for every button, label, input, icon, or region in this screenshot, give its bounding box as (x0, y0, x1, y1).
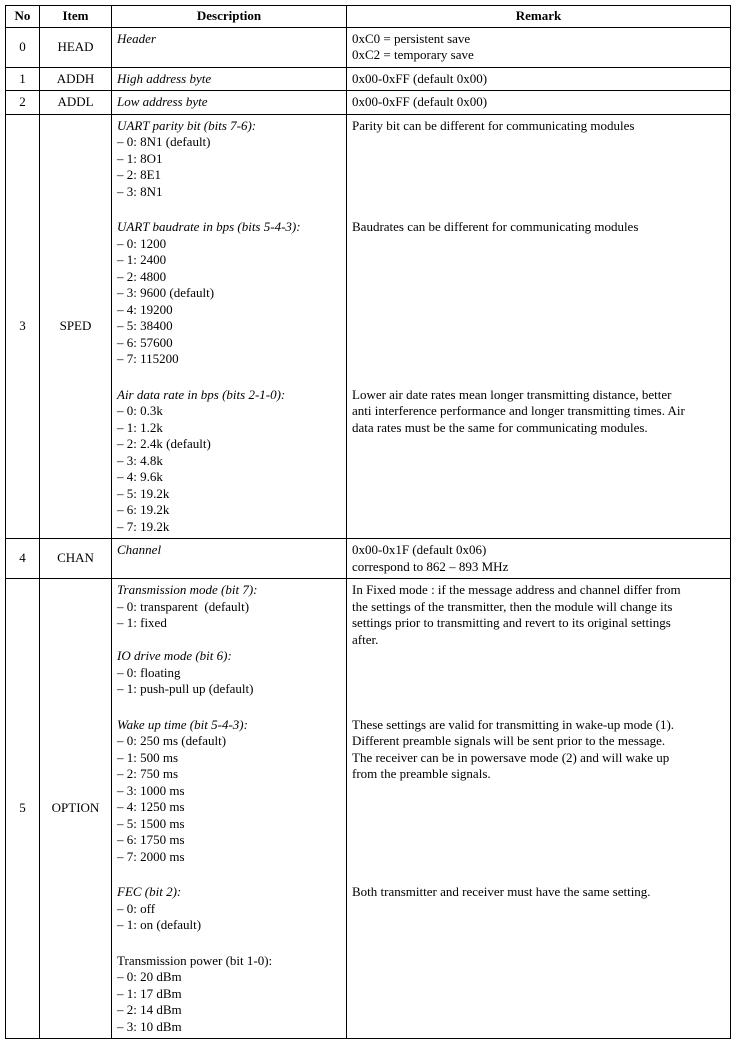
row-number: 5 (6, 579, 40, 1039)
description-option: – 1: 500 ms (117, 749, 179, 765)
description-option: – 1: 8O1 (117, 150, 163, 166)
description-option: – 5: 1500 ms (117, 815, 185, 831)
description-title: Air data rate in bps (bits 2-1-0): (117, 386, 286, 402)
row-item: ADDH (40, 67, 112, 91)
remark-cell (347, 27, 731, 67)
description-title: Header (117, 30, 156, 46)
description-option: – 2: 750 ms (117, 766, 179, 781)
header-remark: Remark (347, 6, 731, 28)
description-title: UART parity bit (bits 7-6): (117, 117, 257, 133)
remark-line: Lower air date rates mean longer transmitting distance, better (352, 386, 672, 402)
description-option: – 6: 19.2k (117, 502, 170, 517)
description-cell (112, 67, 347, 91)
description-option: – 4: 1250 ms (117, 799, 185, 814)
remark-cell (347, 579, 731, 714)
description-option: – 1: 2400 (117, 252, 167, 267)
description-option: – 2: 4800 (117, 268, 167, 284)
table-body (6, 27, 731, 1039)
table-row (6, 950, 731, 1039)
remark-line: 0x00-0x1F (default 0x06) (352, 542, 487, 557)
description-option: IO drive mode (bit 6): (117, 648, 232, 663)
description-cell (112, 384, 347, 539)
description-title: FEC (bit 2): (117, 884, 182, 899)
description-option: – 3: 1000 ms (117, 782, 185, 798)
remark-line: the settings of the transmitter, then the module will change its (352, 598, 673, 614)
remark-line: Different preamble signals will be sent prior to the message. (352, 733, 666, 748)
header-no: No (6, 6, 40, 28)
row-item: ADDL (40, 91, 112, 115)
description-option: – 7: 115200 (117, 351, 179, 366)
row-number: 4 (6, 539, 40, 579)
remark-cell (347, 114, 731, 216)
remark-line: correspond to 862 – 893 MHz (352, 558, 509, 574)
description-option: – 5: 38400 (117, 318, 173, 333)
description-option: – 2: 2.4k (default) (117, 436, 211, 451)
row-item: OPTION (40, 579, 112, 1039)
description-option: – 6: 57600 (117, 334, 173, 350)
description-option: – 0: 8N1 (default) (117, 134, 211, 149)
description-cell (112, 216, 347, 384)
remark-line: 0xC0 = persistent save (352, 30, 471, 46)
remark-cell (347, 384, 731, 539)
remark-line: from the preamble signals. (352, 766, 491, 781)
description-option: – 0: 20 dBm (117, 969, 182, 984)
remark-cell (347, 881, 731, 950)
table-row (6, 216, 731, 384)
remark-line: Both transmitter and receiver must have the same setting. (352, 884, 651, 899)
description-cell (112, 950, 347, 1039)
remark-line: Parity bit can be different for communicating modules (352, 117, 635, 133)
description-cell (112, 714, 347, 882)
description-option: – 5: 19.2k (117, 485, 170, 501)
remark-line: 0x00-0xFF (default 0x00) (352, 94, 488, 109)
description-title: High address byte (117, 70, 212, 86)
description-option: – 3: 8N1 (117, 183, 163, 199)
remark-cell (347, 216, 731, 384)
description-option: – 1: 17 dBm (117, 985, 182, 1001)
description-title: Low address byte (117, 94, 208, 109)
description-option: – 0: 1200 (117, 235, 167, 251)
row-number: 2 (6, 91, 40, 115)
description-title: Transmission mode (bit 7): (117, 582, 258, 597)
remark-line: In Fixed mode : if the message address and channel differ from (352, 582, 681, 597)
row-number: 3 (6, 114, 40, 539)
remark-cell (347, 950, 731, 1039)
description-option: – 2: 8E1 (117, 167, 162, 182)
description-option: – 0: 0.3k (117, 403, 163, 418)
remark-cell (347, 714, 731, 882)
description-option: – 7: 2000 ms (117, 848, 185, 864)
table-row (6, 114, 731, 216)
description-cell (112, 114, 347, 216)
description-option: – 1: fixed (117, 615, 167, 630)
description-cell (112, 91, 347, 115)
table-row (6, 384, 731, 539)
remark-line: 0x00-0xFF (default 0x00) (352, 70, 488, 86)
register-table (5, 5, 731, 1039)
remark-line: data rates must be the same for communicating modules. (352, 419, 648, 435)
remark-line: anti interference performance and longer transmitting times. Air (352, 403, 685, 418)
table-row (6, 91, 731, 115)
remark-line: after. (352, 631, 379, 647)
table-row (6, 67, 731, 91)
description-option: – 4: 19200 (117, 301, 173, 317)
remark-line: settings prior to transmitting and revert to its original settings (352, 615, 671, 630)
row-item: HEAD (40, 27, 112, 67)
remark-line: Baudrates can be different for communicating modules (352, 219, 639, 234)
description-title: Transmission power (bit 1-0): (117, 952, 273, 968)
description-title: Wake up time (bit 5-4-3): (117, 716, 248, 732)
remark-cell (347, 67, 731, 91)
remark-cell (347, 91, 731, 115)
description-option: – 3: 10 dBm (117, 1018, 182, 1034)
table-row (6, 579, 731, 714)
description-option: – 1: 1.2k (117, 419, 163, 435)
description-option: – 2: 14 dBm (117, 1002, 182, 1017)
header-row (6, 6, 731, 28)
table-row (6, 714, 731, 882)
description-cell (112, 27, 347, 67)
description-title: Channel (117, 542, 162, 557)
remark-line: These settings are valid for transmitting in wake-up mode (1). (352, 716, 675, 732)
row-item: SPED (40, 114, 112, 539)
description-cell (112, 881, 347, 950)
description-option: – 1: on (default) (117, 917, 202, 932)
header-description: Description (112, 6, 347, 28)
description-option: – 3: 9600 (default) (117, 285, 215, 300)
description-title: UART baudrate in bps (bits 5-4-3): (117, 219, 301, 234)
remark-cell (347, 539, 731, 579)
description-option: – 4: 9.6k (117, 469, 163, 484)
table-row (6, 881, 731, 950)
description-option: – 3: 4.8k (117, 452, 163, 468)
row-number: 1 (6, 67, 40, 91)
description-option: – 7: 19.2k (117, 518, 170, 534)
description-option: – 0: transparent (default) (117, 598, 250, 614)
description-option: – 0: off (117, 900, 156, 916)
description-option: – 1: push-pull up (default) (117, 681, 254, 696)
description-cell (112, 579, 347, 714)
remark-line: 0xC2 = temporary save (352, 47, 474, 62)
description-option: – 0: floating (117, 664, 181, 680)
remark-line: The receiver can be in powersave mode (2) and will wake up (352, 749, 670, 765)
header-item: Item (40, 6, 112, 28)
row-item: CHAN (40, 539, 112, 579)
table-row (6, 27, 731, 67)
table-row (6, 539, 731, 579)
row-number: 0 (6, 27, 40, 67)
description-option: – 0: 250 ms (default) (117, 733, 227, 748)
description-cell (112, 539, 347, 579)
description-option (117, 632, 341, 649)
description-option: – 6: 1750 ms (117, 832, 185, 847)
